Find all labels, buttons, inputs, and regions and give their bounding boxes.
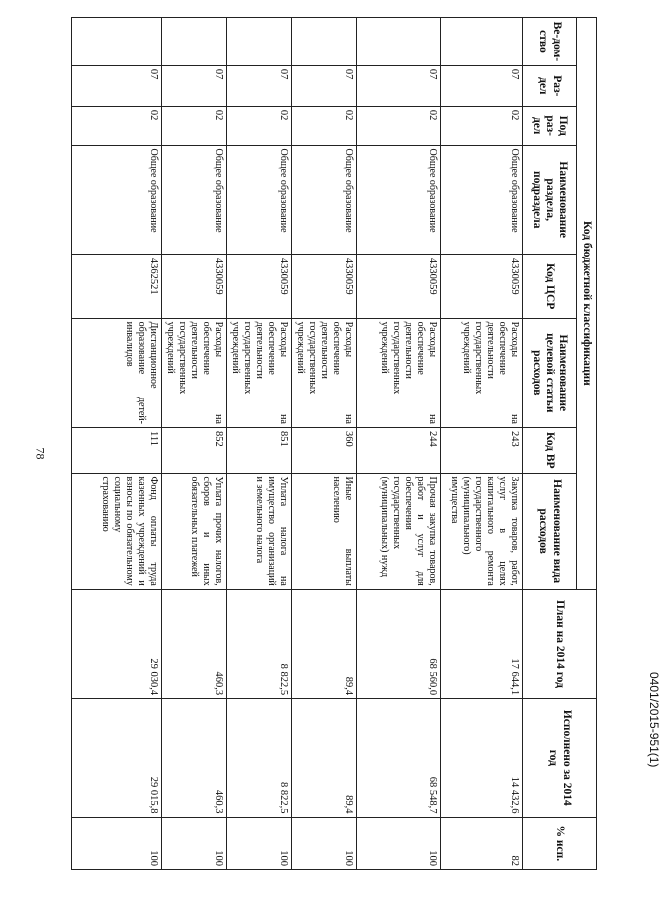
- cell-podrazdel: 02: [441, 106, 523, 145]
- cell-plan: 89,4: [292, 589, 357, 698]
- cell-razdel: 07: [357, 65, 441, 106]
- cell-vr: 852: [162, 427, 227, 473]
- cell-csr-name: Расходы на обеспечение деятельности государственных учреждений: [292, 318, 357, 427]
- document-id: 0401/2015-951(1): [647, 672, 661, 768]
- table-row: [72, 18, 162, 870]
- table-row: [162, 18, 227, 870]
- cell-section: Общее образование: [72, 145, 162, 254]
- cell-razdel: 07: [162, 65, 227, 106]
- cell-vr: 360: [292, 427, 357, 473]
- cell-vr: 244: [357, 427, 441, 473]
- cell-percent: 100: [162, 817, 227, 869]
- header-podrazdel: Под раз-дел: [523, 106, 577, 145]
- cell-exec: 68 548,7: [357, 699, 441, 817]
- cell-podrazdel: 02: [357, 106, 441, 145]
- header-vedomstvo: Ве-дом-ство: [523, 18, 577, 66]
- cell-csr-name: Расходы на обеспечение деятельности государственных учреждений: [357, 318, 441, 427]
- cell-vr-name: Фонд оплаты труда казенных учреждений и взносы по обязательному социальному страхованию: [72, 473, 162, 589]
- cell-percent: 100: [227, 817, 292, 869]
- cell-csr: 4330059: [441, 254, 523, 318]
- cell-csr: 4330059: [162, 254, 227, 318]
- table-row: [441, 18, 523, 870]
- cell-plan: 460,3: [162, 589, 227, 698]
- rotated-page-content: [37, 17, 661, 882]
- header-csr-code: Код ЦСР: [523, 254, 577, 318]
- cell-vr-name: Уплата налога на имущество организаций и земельного налога: [227, 473, 292, 589]
- cell-csr: 4362521: [72, 254, 162, 318]
- cell-razdel: 07: [227, 65, 292, 106]
- cell-exec: 29 015,8: [72, 699, 162, 817]
- cell-podrazdel: 02: [72, 106, 162, 145]
- cell-vr: 851: [227, 427, 292, 473]
- cell-vedomstvo: [441, 18, 523, 66]
- cell-csr-name: Расходы на обеспечение деятельности государственных учреждений: [227, 318, 292, 427]
- cell-podrazdel: 02: [292, 106, 357, 145]
- header-vr-name: Наименование вида расходов: [523, 473, 577, 589]
- budget-table: [71, 17, 597, 870]
- cell-percent: 82: [441, 817, 523, 869]
- cell-plan: 29 030,4: [72, 589, 162, 698]
- cell-csr: 4330059: [227, 254, 292, 318]
- cell-razdel: 07: [441, 65, 523, 106]
- cell-vr: 243: [441, 427, 523, 473]
- cell-vr-name: Уплата прочих налогов, сборов и иных обязательных платежей: [162, 473, 227, 589]
- cell-razdel: 07: [72, 65, 162, 106]
- header-section-name: Наименование раздела, подраздела: [523, 145, 577, 254]
- table-row: [357, 18, 441, 870]
- cell-vedomstvo: [292, 18, 357, 66]
- cell-section: Общее образование: [441, 145, 523, 254]
- header-plan: План на 2014 год: [523, 589, 597, 698]
- cell-vedomstvo: [357, 18, 441, 66]
- page-number: 78: [33, 447, 48, 460]
- cell-vedomstvo: [162, 18, 227, 66]
- cell-section: Общее образование: [357, 145, 441, 254]
- cell-razdel: 07: [292, 65, 357, 106]
- header-exec: Исполнено за 2014 год: [523, 699, 597, 817]
- cell-vedomstvo: [72, 18, 162, 66]
- table-row: [292, 18, 357, 870]
- cell-vr-name: Закупка товаров, работ, услуг в целях капитального ремонта государственного (муниципального) имущества: [441, 473, 523, 589]
- cell-csr: 4330059: [292, 254, 357, 318]
- cell-percent: 100: [72, 817, 162, 869]
- table-row: [227, 18, 292, 870]
- cell-plan: 68 560,0: [357, 589, 441, 698]
- cell-vr: 111: [72, 427, 162, 473]
- cell-exec: 14 432,6: [441, 699, 523, 817]
- cell-section: Общее образование: [292, 145, 357, 254]
- cell-percent: 100: [357, 817, 441, 869]
- cell-exec: 8 822,5: [227, 699, 292, 817]
- cell-plan: 17 644,1: [441, 589, 523, 698]
- cell-vr-name: Иные выплаты населению: [292, 473, 357, 589]
- header-group-classification: Код бюджетной классификации: [577, 18, 597, 590]
- header-csr-name: Наименование целевой статьи расходов: [523, 318, 577, 427]
- cell-csr: 4330059: [357, 254, 441, 318]
- header-razdel: Раз-дел: [523, 65, 577, 106]
- header-vr-code: Код ВР: [523, 427, 577, 473]
- cell-csr-name: Расходы на обеспечение деятельности государственных учреждений: [441, 318, 523, 427]
- cell-podrazdel: 02: [227, 106, 292, 145]
- cell-exec: 89,4: [292, 699, 357, 817]
- cell-csr-name: Дистанционное образование детей-инвалидов: [72, 318, 162, 427]
- cell-csr-name: Расходы на обеспечение деятельности государственных учреждений: [162, 318, 227, 427]
- cell-vedomstvo: [227, 18, 292, 66]
- cell-section: Общее образование: [162, 145, 227, 254]
- cell-plan: 8 822,5: [227, 589, 292, 698]
- cell-section: Общее образование: [227, 145, 292, 254]
- cell-podrazdel: 02: [162, 106, 227, 145]
- header-percent: % исп.: [523, 817, 597, 869]
- cell-vr-name: Прочая закупка товаров, работ и услуг для обеспечения государственных (муниципальных) нужд: [357, 473, 441, 589]
- cell-percent: 100: [292, 817, 357, 869]
- cell-exec: 460,3: [162, 699, 227, 817]
